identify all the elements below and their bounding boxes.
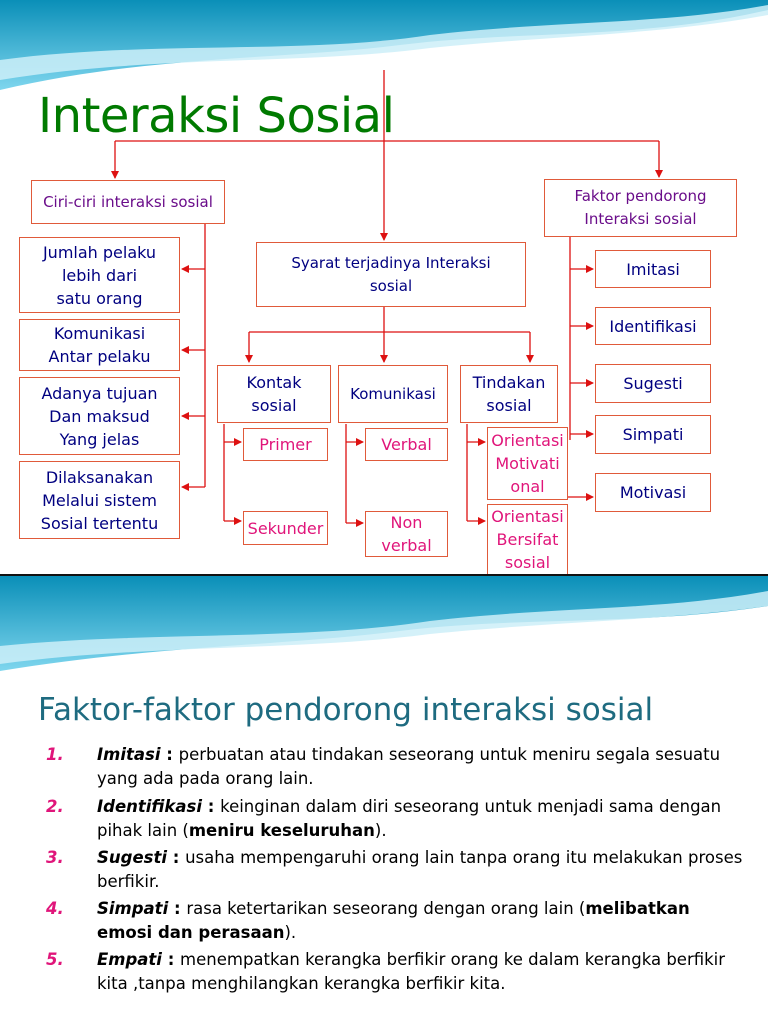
list-item: 3. Sugesti : usaha mempengaruhi orang lain tanpa orang itu melakukan proses berfikir.: [46, 848, 743, 891]
item-term: Imitasi: [97, 745, 161, 764]
list-item: 4. Simpati : rasa ketertarikan seseorang dengan orang lain (melibatkan emosi dan perasaan).: [46, 899, 690, 942]
list-item: 1. Imitasi : perbuatan atau tindakan seseorang untuk meniru segala sesuatu yang ada pada orang lain.: [46, 745, 721, 788]
faktor-pendorong-header-box: Faktor pendorong Interaksi sosial: [544, 179, 737, 237]
orientasi-sosial-box: Orientasi Bersifat sosial: [487, 504, 568, 574]
item-number: 3.: [46, 848, 64, 867]
nonverbal-box: Non verbal: [365, 511, 448, 557]
sekunder-box: Sekunder: [243, 511, 328, 545]
tindakan-sosial-box: Tindakan sosial: [460, 365, 558, 423]
item-desc: rasa ketertarikan seseorang dengan orang lain (: [186, 899, 586, 918]
item-number: 5.: [46, 950, 64, 969]
list-item: 2. Identifikasi : keinginan dalam diri seseorang untuk menjadi sama dengan pihak lain (meniru keseluruhan).: [46, 797, 722, 840]
header-wave-decoration: [0, 576, 768, 676]
kontak-sosial-box: Kontak sosial: [217, 365, 331, 423]
faktor-item-box: Imitasi: [595, 250, 711, 288]
ciri-item-box: Dilaksanakan Melalui sistem Sosial tertentu: [19, 461, 180, 539]
faktor-item-box: Motivasi: [595, 473, 711, 512]
faktor-item-box: Sugesti: [595, 364, 711, 403]
item-desc: keinginan dalam diri seseorang untuk menjadi sama dengan pihak lain (: [97, 797, 722, 840]
ciri-item-box: Jumlah pelaku lebih dari satu orang: [19, 237, 180, 313]
item-desc: usaha mempengaruhi orang lain tanpa orang itu melakukan proses berfikir.: [97, 848, 743, 891]
item-desc: menempatkan kerangka berfikir orang ke dalam kerangka berfikir kita ,tanpa menghilangkan kerangka berfikir kita.: [97, 950, 726, 993]
item-desc: perbuatan atau tindakan seseorang untuk meniru segala sesuatu yang ada pada orang lain.: [97, 745, 721, 788]
faktor-item-box: Simpati: [595, 415, 711, 454]
syarat-box: Syarat terjadinya Interaksi sosial: [256, 242, 526, 307]
primer-box: Primer: [243, 428, 328, 461]
ciri-item-box: Adanya tujuan Dan maksud Yang jelas: [19, 377, 180, 455]
item-emphasis: meniru keseluruhan: [188, 821, 375, 840]
item-term: Identifikasi: [97, 797, 203, 816]
item-number: 4.: [46, 899, 64, 918]
item-term: Simpati: [97, 899, 169, 918]
slide-title: Interaksi Sosial: [38, 88, 395, 144]
komunikasi-box: Komunikasi: [338, 365, 448, 423]
item-number: 2.: [46, 797, 64, 816]
verbal-box: Verbal: [365, 428, 448, 461]
item-term: Empati: [97, 950, 162, 969]
slide-title: Faktor-faktor pendorong interaksi sosial: [38, 692, 654, 728]
ciri-item-box: Komunikasi Antar pelaku: [19, 319, 180, 371]
orientasi-motivational-box: Orientasi Motivati onal: [487, 427, 568, 500]
item-emphasis: melibatkan emosi dan perasaan: [97, 899, 690, 942]
item-number: 1.: [46, 745, 64, 764]
item-term: Sugesti: [97, 848, 167, 867]
list-item: 5. Empati : menempatkan kerangka berfikir orang ke dalam kerangka berfikir kita ,tanpa menghilangkan kerangka berfikir kita.: [46, 950, 726, 993]
ciri-ciri-header-box: Ciri-ciri interaksi sosial: [31, 180, 225, 224]
faktor-item-box: Identifikasi: [595, 307, 711, 345]
